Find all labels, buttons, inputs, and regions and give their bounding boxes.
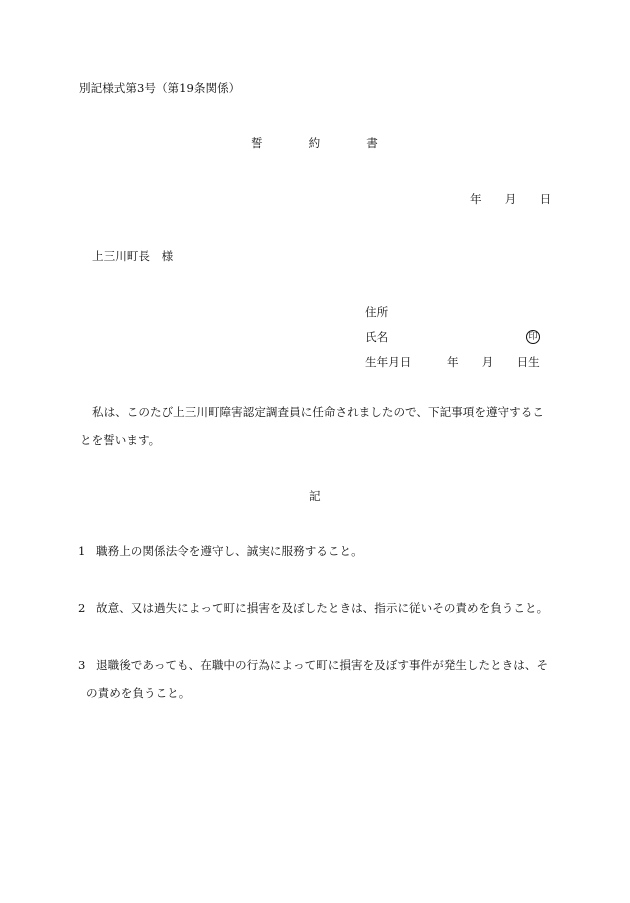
statement-line: とを誓います。 <box>80 433 161 447</box>
birth-date-label: 生年月日 <box>365 355 412 369</box>
address-label: 住所 <box>365 305 389 319</box>
notes-heading: 記 <box>309 489 321 503</box>
item-number: 3 <box>78 658 86 672</box>
birth-date-units: 年 月 日生 <box>447 355 540 369</box>
seal-mark: 印 <box>526 330 540 344</box>
date-line: 年 月 日 <box>470 192 552 206</box>
item-text: 故意、又は過失によって町に損害を及ぼしたときは、指示に従いその責めを負うこと。 <box>96 601 549 615</box>
item-text-continued: の責めを負うこと。 <box>86 686 191 700</box>
item-number: 2 <box>78 601 86 615</box>
item-number: 1 <box>78 544 86 558</box>
form-number: 別記様式第3号（第19条関係） <box>79 81 241 95</box>
item-text: 職務上の関係法令を遵守し、誠実に服務すること。 <box>96 544 363 558</box>
item-text: 退職後であっても、在職中の行為によって町に損害を及ぼす事件が発生したときは、そ <box>96 658 549 672</box>
addressee: 上三川町長 様 <box>92 249 174 263</box>
name-label: 氏名 <box>365 330 389 344</box>
statement-line: 私は、このたび上三川町障害認定調査員に任命されましたので、下記事項を遵守するこ <box>92 405 544 419</box>
document-title: 誓約書 <box>251 136 424 150</box>
